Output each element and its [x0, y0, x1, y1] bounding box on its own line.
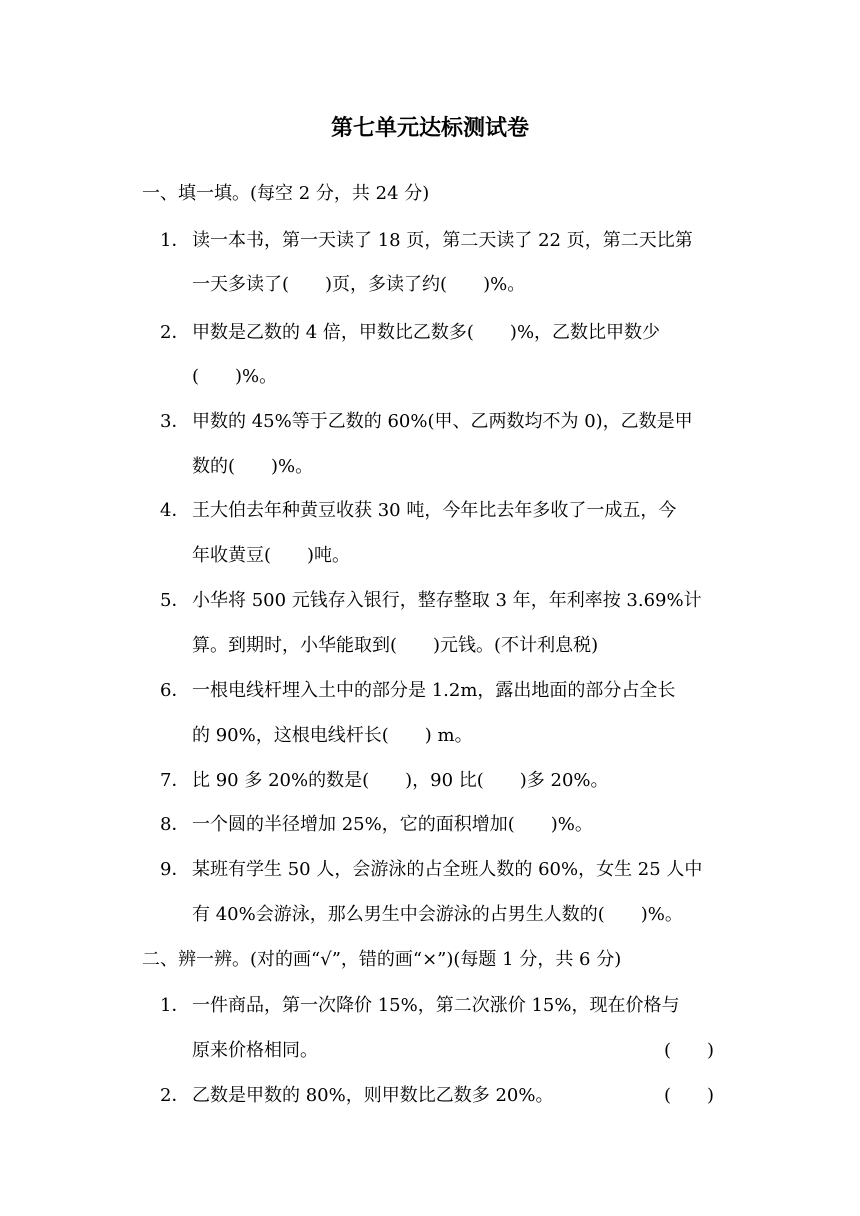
question-6-line-2: 的 90%，这根电线杆长( ) m。 — [192, 725, 473, 746]
judge-question-2-line-1: 乙数是甲数的 80%，则甲数比乙数多 20%。 — [192, 1085, 554, 1106]
question-1-line-1: 读一本书，第一天读了 18 页，第二天读了 22 页，第二天比第 — [192, 230, 693, 251]
question-number: 9． — [160, 859, 190, 880]
question-9-line-1: 某班有学生 50 人，会游泳的占全班人数的 60%，女生 25 人中 — [192, 859, 703, 880]
judge-question-1-line-1: 一件商品，第一次降价 15%，第二次涨价 15%，现在价格与 — [192, 995, 680, 1016]
question-4-line-1: 王大伯去年种黄豆收获 30 吨，今年比去年多收了一成五，今 — [192, 500, 677, 521]
answer-bracket: ( ) — [664, 1040, 715, 1061]
question-2-line-2: ( )%。 — [192, 366, 278, 387]
question-number: 1． — [160, 230, 190, 251]
question-3-line-2: 数的( )%。 — [192, 456, 314, 477]
answer-bracket: ( ) — [664, 1085, 715, 1106]
question-2-line-1: 甲数是乙数的 4 倍，甲数比乙数多( )%，乙数比甲数少 — [192, 322, 661, 343]
section-2-heading: 二、辨一辨。(对的画“√”，错的画“×”)(每题 1 分，共 6 分) — [142, 949, 622, 970]
judge-question-1-line-2: 原来价格相同。 — [192, 1040, 318, 1061]
question-8-line-1: 一个圆的半径增加 25%，它的面积增加( )%。 — [192, 814, 593, 835]
question-5-line-1: 小华将 500 元钱存入银行，整存整取 3 年，年利率按 3.69%计 — [192, 590, 702, 611]
question-7-line-1: 比 90 多 20%的数是( )，90 比( )多 20%。 — [192, 770, 609, 791]
question-6-line-1: 一根电线杆埋入土中的部分是 1.2m，露出地面的部分占全长 — [192, 680, 676, 701]
question-number: 5． — [160, 590, 190, 611]
question-number: 3． — [160, 411, 190, 432]
question-1-line-2: 一天多读了( )页，多读了约( )%。 — [192, 274, 526, 295]
question-number: 2． — [160, 1085, 190, 1106]
question-number: 1． — [160, 995, 190, 1016]
question-9-line-2: 有 40%会游泳，那么男生中会游泳的占男生人数的( )%。 — [192, 904, 683, 925]
question-number: 7． — [160, 770, 190, 791]
question-number: 2． — [160, 322, 190, 343]
question-number: 8． — [160, 814, 190, 835]
question-3-line-1: 甲数的 45%等于乙数的 60%(甲、乙两数均不为 0)，乙数是甲 — [192, 411, 693, 432]
question-5-line-2: 算。到期时，小华能取到( )元钱。(不计利息税) — [192, 635, 599, 656]
page-title: 第七单元达标测试卷 — [330, 116, 529, 141]
question-number: 6． — [160, 680, 190, 701]
question-4-line-2: 年收黄豆( )吨。 — [192, 545, 351, 566]
section-1-heading: 一、填一填。(每空 2 分，共 24 分) — [142, 183, 430, 204]
question-number: 4． — [160, 500, 190, 521]
